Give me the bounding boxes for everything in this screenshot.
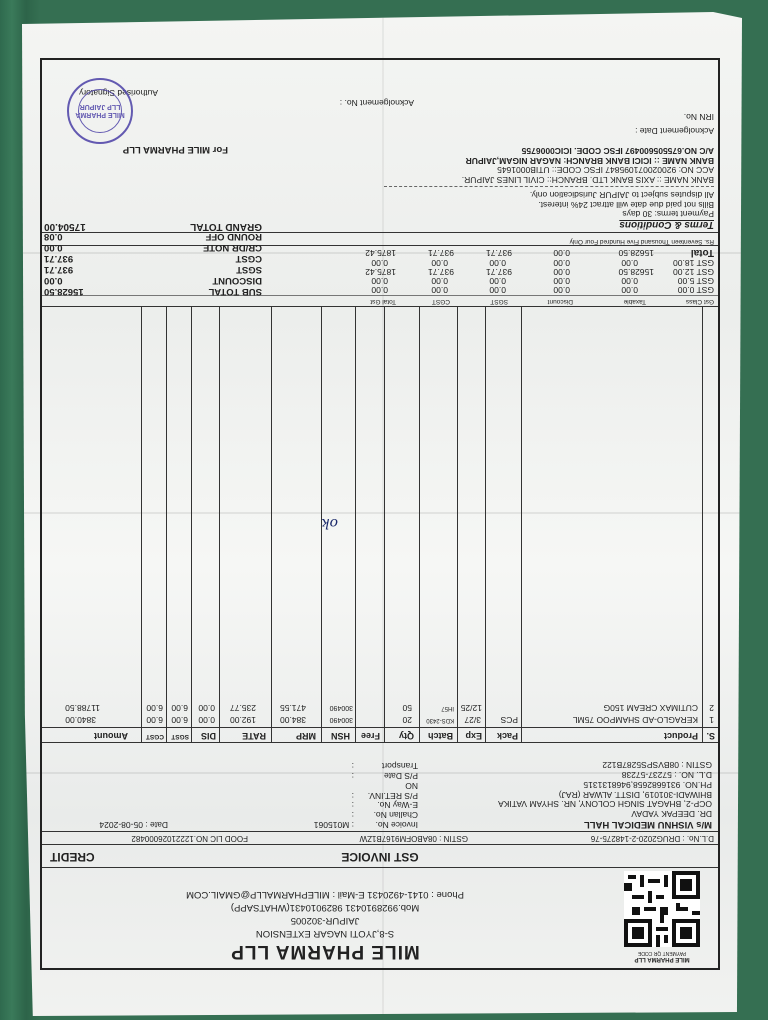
col-divider bbox=[419, 307, 420, 727]
col-divider bbox=[521, 728, 522, 742]
col-divider bbox=[419, 728, 420, 742]
challan-value: : bbox=[351, 810, 354, 821]
gst-total-row: Total bbox=[690, 247, 714, 258]
invoice-no-label: Invoice No. bbox=[375, 820, 418, 830]
company-stamp bbox=[67, 78, 133, 144]
gst-total: 0.00 bbox=[371, 276, 388, 286]
gst-col-header: Discount bbox=[547, 298, 573, 305]
row-exp: 3/27 bbox=[464, 715, 481, 725]
dl-number: D.L.No. : DRUG2020-2-148275-76 bbox=[590, 834, 714, 843]
gst-col-header: Gst Class bbox=[685, 298, 714, 305]
buyer-block bbox=[432, 759, 712, 829]
gst-discount: 0.00 bbox=[553, 285, 570, 295]
col-divider bbox=[166, 307, 167, 727]
row-amount: 3840.00 bbox=[65, 715, 96, 725]
row-amount: 11788.50 bbox=[65, 703, 100, 713]
qr-caption: MILE PHARMA LLP bbox=[634, 956, 690, 962]
col-divider bbox=[219, 728, 220, 742]
col-header: CGST bbox=[145, 733, 164, 740]
licence-row bbox=[42, 831, 718, 844]
row-sno: 1 bbox=[709, 715, 714, 725]
grand-total-row bbox=[44, 221, 262, 233]
col-divider bbox=[191, 307, 192, 727]
col-divider bbox=[219, 307, 220, 727]
gst-class: GST 18.00 bbox=[673, 258, 714, 268]
total-label: DISCOUNT bbox=[212, 275, 262, 287]
row-sgst: 6.00 bbox=[171, 715, 188, 725]
total-label: CR/DR NOTE bbox=[202, 242, 262, 254]
gst-discount: 0.00 bbox=[553, 267, 570, 277]
gst-cgst: 0.00 bbox=[431, 285, 448, 295]
gst-total-discount: 0.00 bbox=[553, 248, 570, 258]
gst-cgst: 0.00 bbox=[431, 258, 448, 268]
col-header: Free bbox=[360, 731, 380, 741]
col-header: S. bbox=[706, 731, 715, 741]
terms-line: Bills not paid due date will attract 24% interest. bbox=[538, 199, 714, 210]
row-rate: 235.77 bbox=[230, 703, 256, 713]
payment-qr bbox=[618, 871, 706, 962]
gst-col-header: Total Gst bbox=[370, 298, 396, 305]
invoice-no-value: : M015061 bbox=[313, 820, 354, 830]
total-label: SUB TOTAL bbox=[208, 286, 262, 297]
gst-class: GST 12.00 bbox=[673, 267, 714, 277]
col-divider bbox=[271, 307, 272, 727]
row-rate: 192.00 bbox=[230, 715, 256, 725]
gst-col-header: Taxable bbox=[623, 298, 646, 305]
gst-total: 0.00 bbox=[371, 258, 388, 268]
buyer-line: BHIWADI-301019, DISTT. ALWAR (RAJ) bbox=[558, 789, 712, 800]
gst-col-header: SGST bbox=[490, 298, 508, 305]
transport-value: : bbox=[351, 761, 354, 772]
col-header: Batch bbox=[427, 731, 453, 741]
gst-taxable: 15628.50 bbox=[618, 267, 654, 277]
col-divider bbox=[384, 728, 385, 742]
doc-title: GST INVOICE bbox=[341, 850, 419, 864]
buyer-line: DR. DEEPAK YADAV bbox=[631, 809, 712, 820]
grand-total-label: GRAND TOTAL bbox=[190, 221, 262, 232]
buyer-line: GSTIN : 08BVSPS5287B122 bbox=[602, 760, 712, 771]
gst-total-sgst: 937.71 bbox=[486, 248, 512, 258]
gst-col-header: CGST bbox=[431, 298, 450, 305]
total-label: ROUND OFF bbox=[205, 231, 262, 243]
terms-title: Terms & Conditions bbox=[619, 219, 714, 230]
eway-label: E-Way No. bbox=[377, 800, 418, 811]
stamp-ring bbox=[78, 89, 122, 133]
ret-inv-label: P/S RET.INV. NO bbox=[367, 780, 418, 801]
col-divider bbox=[457, 728, 458, 742]
gst-sgst: 0.00 bbox=[489, 258, 506, 268]
ps-date-value: : bbox=[351, 771, 354, 782]
col-divider bbox=[166, 728, 167, 742]
buyer-line: PH.NO. 9316682658,9468131315 bbox=[583, 779, 712, 790]
total-value: 0.08 bbox=[44, 231, 63, 243]
total-value: 0.00 bbox=[44, 242, 63, 254]
terms-block bbox=[274, 112, 714, 230]
company-name: MILE PHARMA LLP bbox=[230, 941, 420, 962]
row-qty: 20 bbox=[402, 715, 412, 725]
terms-line: Payment terms: 30 days bbox=[622, 209, 714, 220]
title-row bbox=[42, 844, 718, 867]
col-divider bbox=[321, 728, 322, 742]
company-gstin: GSTIN : 08ABOFM9167B1ZW bbox=[359, 834, 468, 843]
qr-subcaption: PAYMENT QR CODE bbox=[637, 950, 687, 957]
total-label: SGST bbox=[236, 264, 262, 276]
authorised-signatory: Authorised Signatory bbox=[79, 88, 158, 98]
buyer-line: OCP-2, BHAGAT SINGH COLONY, NR. SHYAM VATIKA bbox=[498, 799, 712, 810]
gst-sgst: 937.71 bbox=[486, 267, 512, 277]
row-pack: PCS bbox=[500, 715, 518, 725]
col-divider bbox=[355, 728, 356, 742]
col-divider bbox=[457, 307, 458, 727]
col-divider bbox=[702, 728, 703, 742]
row-qty: 50 bbox=[402, 703, 412, 713]
stamp-text: MILE PHARMA LLP JAIPUR bbox=[75, 102, 125, 118]
buyer-name: M/s VISHNU MEDICAL HALL bbox=[583, 819, 712, 830]
row-mrp: 384.00 bbox=[280, 715, 306, 725]
amount-in-words: Rs. Seventeen Thousand Five Hundred Four Only bbox=[42, 232, 718, 245]
total-label: CGST bbox=[235, 253, 262, 265]
col-divider bbox=[141, 307, 142, 727]
food-licence: FOOD LIC NO.12221026000482 bbox=[131, 834, 248, 843]
gst-sgst: 0.00 bbox=[489, 276, 506, 286]
ret-inv-value: : bbox=[351, 790, 354, 801]
col-header: Exp bbox=[465, 731, 482, 741]
date-label: Date : bbox=[145, 820, 168, 830]
total-value: 15628.50 bbox=[44, 286, 84, 297]
row-exp: 12/25 bbox=[460, 703, 482, 713]
col-divider bbox=[271, 728, 272, 742]
gst-class: GST 5.00 bbox=[677, 276, 714, 286]
col-header: Amount bbox=[94, 731, 128, 741]
row-hsn: 300490 bbox=[329, 716, 353, 723]
row-dis: 0.00 bbox=[198, 715, 215, 725]
col-header: SGST bbox=[171, 733, 189, 740]
ack-no: Acknolgement No. : bbox=[339, 98, 414, 108]
invoice-meta bbox=[258, 761, 418, 829]
company-mobile: Mob.9928910431 9829010431(WHATSAPP) bbox=[230, 902, 420, 914]
qr-code-icon bbox=[624, 871, 700, 947]
handwritten-mark: ok bbox=[321, 515, 338, 531]
for-company: For MILE PHARMA LLP bbox=[122, 144, 228, 155]
party-details bbox=[42, 742, 718, 831]
col-header: MRP bbox=[296, 731, 316, 741]
col-header: Qty bbox=[398, 731, 414, 741]
col-divider bbox=[702, 307, 703, 727]
date-block bbox=[48, 819, 278, 829]
buyer-line: D.L. NO. : 57237-57238 bbox=[621, 770, 712, 781]
company-address: S-8,JYOTI NAGAR EXTENSION bbox=[255, 928, 395, 940]
gst-total-cgst: 937.71 bbox=[428, 248, 454, 258]
challan-label: Challan No. bbox=[373, 810, 418, 821]
row-cgst: 6.00 bbox=[146, 703, 163, 713]
row-cgst: 6.00 bbox=[146, 715, 163, 725]
gst-discount: 0.00 bbox=[553, 258, 570, 268]
row-batch: IH57 bbox=[441, 705, 454, 711]
company-city: JAIPUR-302005 bbox=[290, 915, 360, 927]
col-header: DIS bbox=[200, 731, 216, 741]
company-block bbox=[82, 888, 568, 962]
col-header: Product bbox=[663, 731, 698, 741]
gst-class: GST 0.00 bbox=[677, 285, 714, 295]
col-divider bbox=[141, 728, 142, 742]
row-sgst: 6.00 bbox=[171, 703, 188, 713]
col-divider bbox=[191, 728, 192, 742]
terms-line: All disputes subject to JAIPUR Jurisdication only. bbox=[529, 189, 714, 200]
ps-date-label: P/S Date bbox=[383, 771, 418, 782]
gst-sgst: 0.00 bbox=[489, 285, 506, 295]
gst-invoice bbox=[40, 58, 720, 970]
bank-line: A/C NO.675505600497 IFSC CODE. ICIC0006755 bbox=[521, 145, 714, 156]
total-value: 937.71 bbox=[44, 264, 74, 276]
items-table-header bbox=[42, 727, 718, 742]
gst-total: 1875.42 bbox=[365, 267, 396, 277]
col-divider bbox=[355, 307, 356, 727]
doc-type: CREDIT bbox=[50, 850, 95, 864]
total-value: 937.71 bbox=[44, 253, 74, 265]
invoice-header bbox=[42, 867, 718, 968]
col-divider bbox=[521, 307, 522, 727]
gst-taxable: 0.00 bbox=[621, 276, 638, 286]
gst-discount: 0.00 bbox=[553, 276, 570, 286]
gst-cgst: 937.71 bbox=[428, 267, 454, 277]
totals-block bbox=[44, 230, 262, 296]
row-product: KERAGLO-AD SHAMPOO 75ML bbox=[572, 715, 698, 725]
ack-date: Acknolgement Date : bbox=[635, 126, 714, 137]
col-divider bbox=[485, 728, 486, 742]
gst-taxable: 0.00 bbox=[621, 285, 638, 295]
irn-no: IRN No. bbox=[683, 112, 714, 123]
col-divider bbox=[384, 307, 385, 727]
row-batch: KDS-2430 bbox=[426, 717, 454, 723]
items-table-body bbox=[42, 306, 718, 727]
divider bbox=[384, 186, 714, 187]
total-value: 0.00 bbox=[44, 275, 63, 287]
row-hsn: 300490 bbox=[329, 704, 353, 711]
transport-label: Transport bbox=[381, 761, 418, 772]
gst-total-gst: 1875.42 bbox=[365, 248, 396, 258]
col-divider bbox=[485, 307, 486, 727]
gst-taxable: 0.00 bbox=[621, 258, 638, 268]
bank-line: BANK NAME :: ICICI BANK BRANCH: NAGAR NIGAM,JAIPUR bbox=[465, 155, 714, 166]
row-product: CUTIMAX CREAM 150G bbox=[603, 703, 698, 713]
gst-summary-header bbox=[42, 295, 718, 306]
gst-total-taxable: 15628.50 bbox=[618, 248, 654, 258]
bank-line: BANK NAME :: AXIS BANK LTD. BRANCH:: CIVIL LINES JAIPUR. bbox=[461, 175, 714, 186]
row-mrp: 471.55 bbox=[280, 703, 306, 713]
row-sno: 2 bbox=[709, 703, 714, 713]
terms-section bbox=[42, 82, 718, 232]
gst-cgst: 0.00 bbox=[431, 276, 448, 286]
col-header: Pack bbox=[496, 731, 518, 741]
grand-total-value: 17504.00 bbox=[44, 221, 86, 232]
date-value: 05-08-2024 bbox=[99, 820, 143, 830]
eway-value: : bbox=[351, 800, 354, 811]
col-header: RATE bbox=[242, 731, 266, 741]
company-contact: Phone : 0141-4920431 E-Mail : MILEPHARMALLP@GMAIL.COM bbox=[186, 889, 464, 901]
gst-total: 0.00 bbox=[371, 285, 388, 295]
bank-line: ACC NO: 920020071095847 IFSC CODE:: UTIB0001645 bbox=[497, 165, 714, 176]
row-dis: 0.00 bbox=[198, 703, 215, 713]
col-header: HSN bbox=[330, 731, 350, 741]
